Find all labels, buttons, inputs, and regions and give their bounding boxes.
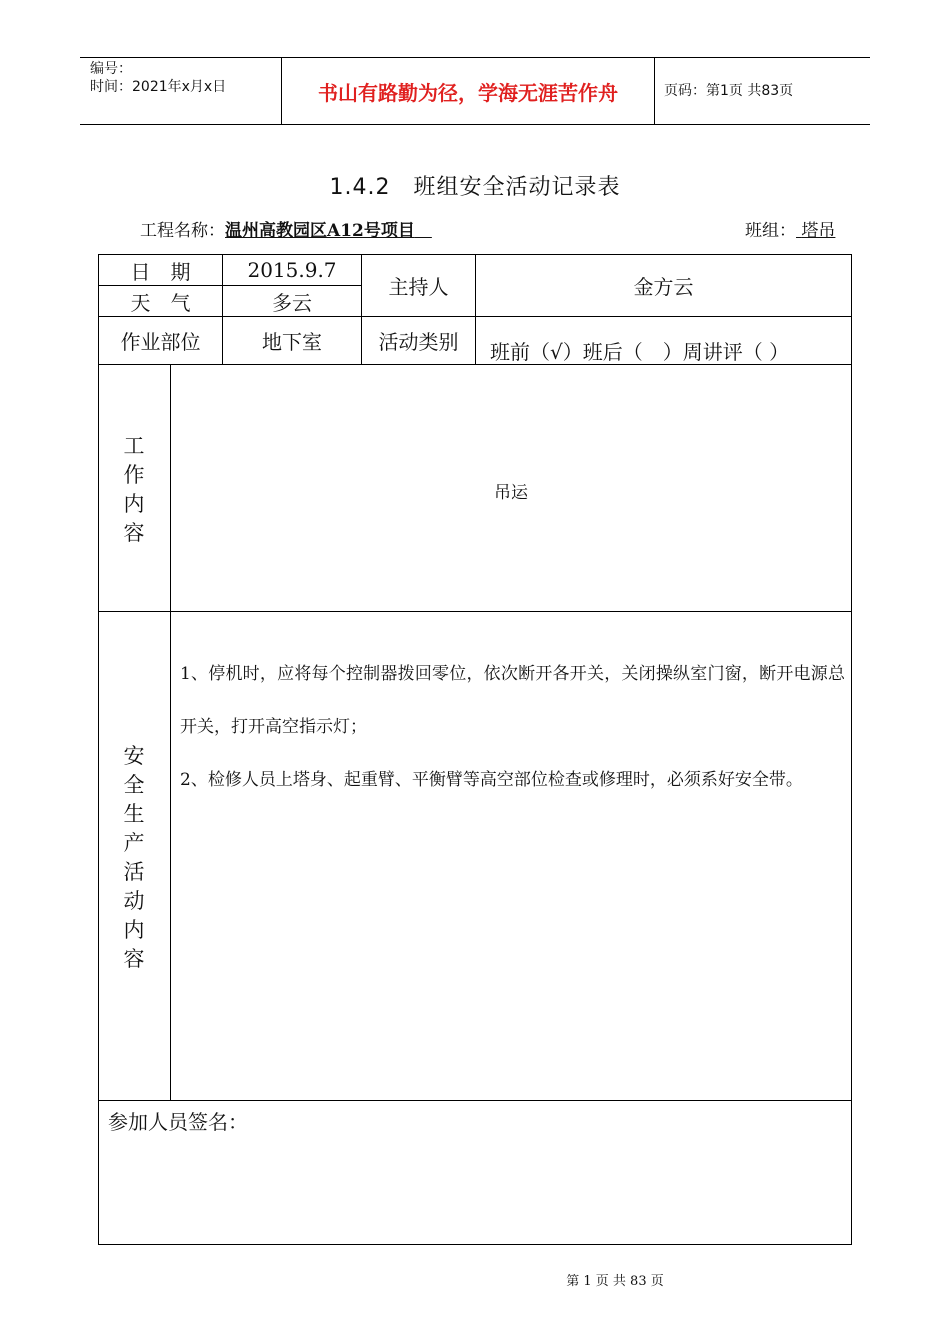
label-char: 全 xyxy=(123,773,145,797)
label-char: 动 xyxy=(123,889,145,913)
location-value: 地下室 xyxy=(262,330,322,354)
activity-type-value: 班前（√）班后（ ）周讲评（ ） xyxy=(490,339,790,364)
work-content-value: 吊运 xyxy=(494,483,528,503)
page-footer: 第 1 页 共 83 页 xyxy=(566,1274,664,1289)
label-char: 容 xyxy=(123,521,145,545)
label-char: 作 xyxy=(123,463,145,487)
participants-signature-label: 参加人员签名： xyxy=(108,1110,248,1134)
date-value: 2015.9.7 xyxy=(247,258,337,282)
team-line xyxy=(745,216,835,241)
project-name-line xyxy=(140,216,432,241)
header-motto: 书山有路勤为径，学海无涯苦作舟 xyxy=(318,80,618,105)
header-meta xyxy=(90,60,226,96)
safety-content-label xyxy=(99,742,169,974)
header-bottom-rule xyxy=(80,124,870,125)
safety-item: 1、停机时，应将每个控制器拨回零位，依次断开各开关，关闭操纵室门窗，断开电源总开关，打开高空指示灯； xyxy=(180,664,845,737)
document-title: 1.4.2 班组安全活动记录表 xyxy=(329,175,621,200)
label-char: 安 xyxy=(123,744,145,768)
work-content-label xyxy=(99,432,169,548)
weather-value: 多云 xyxy=(272,290,312,315)
doc-code-label: 编号： xyxy=(90,61,132,77)
safety-content-items xyxy=(180,648,845,807)
project-name-value: 温州高教园区A12号项目 xyxy=(225,221,415,241)
host-label: 主持人 xyxy=(388,275,449,299)
project-name-label: 工程名称： xyxy=(140,221,225,241)
team-label: 班组： xyxy=(745,221,796,241)
label-char: 产 xyxy=(123,831,145,855)
location-label: 作业部位 xyxy=(120,330,201,354)
label-char: 内 xyxy=(123,492,145,516)
safety-item: 2、检修人员上塔身、起重臂、平衡臂等高空部位检查或修理时，必须系好安全带。 xyxy=(180,770,803,790)
label-char: 活 xyxy=(123,860,145,884)
label-char: 生 xyxy=(123,802,145,826)
weather-label: 天 气 xyxy=(130,290,191,315)
label-char: 容 xyxy=(123,947,145,971)
activity-label: 活动类别 xyxy=(378,330,459,354)
date-label: 日 期 xyxy=(130,259,191,284)
team-value: 塔吊 xyxy=(801,221,836,241)
header-page-number: 页码：第1页 共83页 xyxy=(664,83,794,99)
header-divider-2 xyxy=(654,57,655,125)
host-value: 金方云 xyxy=(633,275,694,299)
doc-time-label: 时间：2021年x月x日 xyxy=(90,79,227,95)
label-char: 工 xyxy=(123,434,145,458)
label-char: 内 xyxy=(123,918,145,942)
